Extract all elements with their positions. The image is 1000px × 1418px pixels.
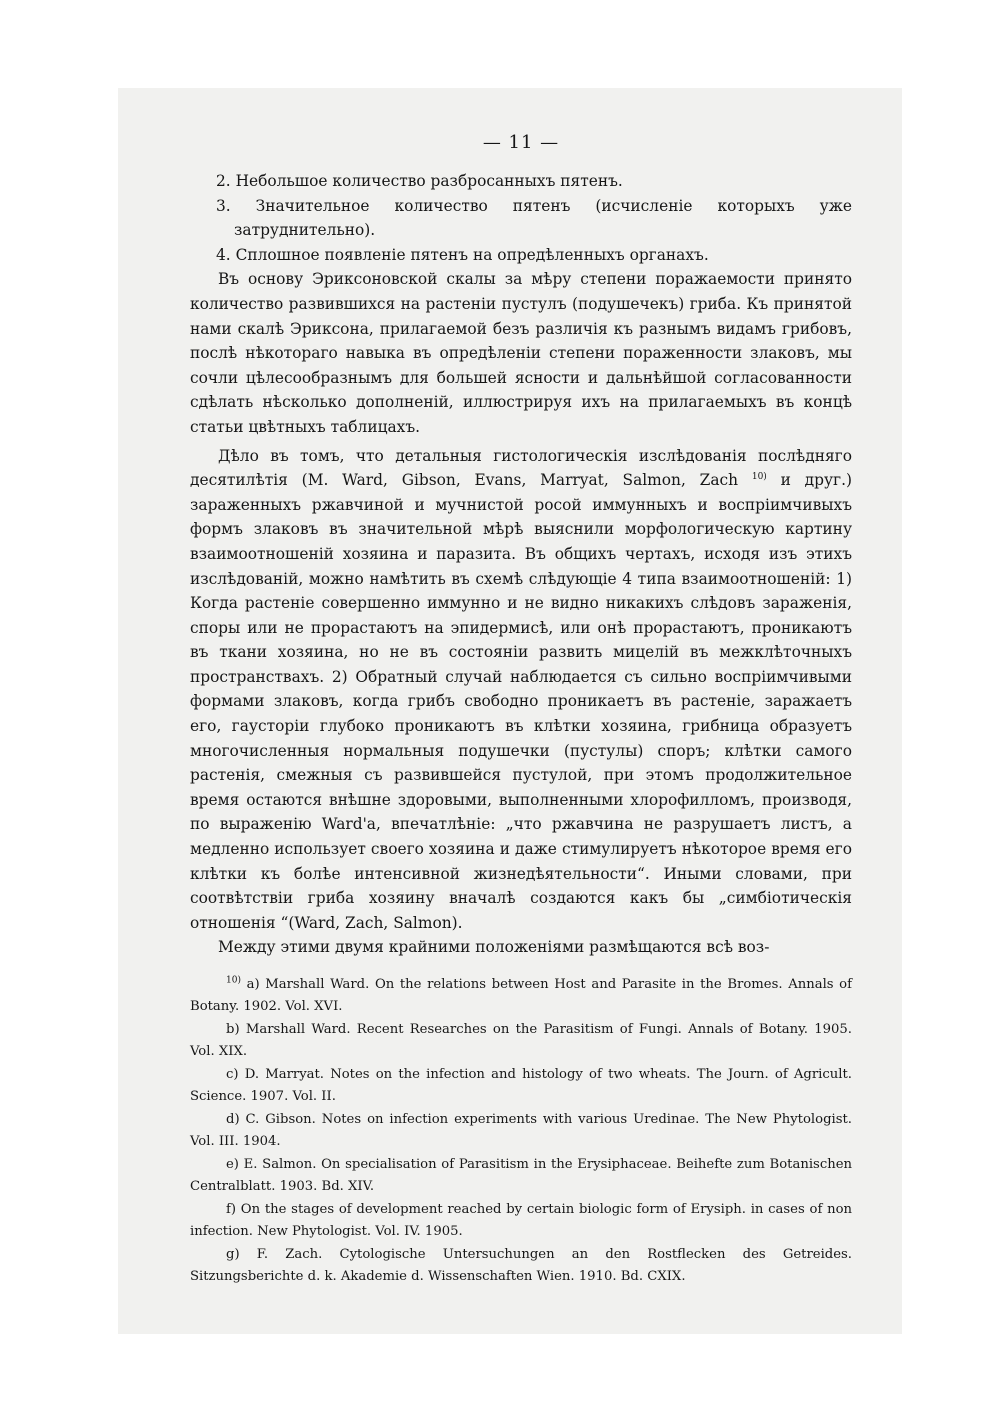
footnote-c: c) D. Marryat. Notes on the infection and histology of two wheats. The Journ. of Agricult. Science. 1907. Vol. II. (190, 1067, 852, 1104)
footnote-b: b) Marshall Ward. Recent Researches on the Parasitism of Fungi. Annals of Botany. 1905. Vol. XIX. (190, 1022, 852, 1059)
footnote-reference: 10) (751, 472, 767, 482)
footnote-g: g) F. Zach. Cytologische Untersuchungen an den Rostflecken des Getreides. Sitzungsberichte d. k. Akademie d. Wissenschaften Wien. 1910. Bd. CXIX. (190, 1247, 852, 1284)
footnote-f: f) On the stages of development reached by certain biologic form of Erysiph. in cases of non infection. New Phytologist. Vol. IV. 1905. (190, 1202, 852, 1239)
paragraph-histology (190, 444, 852, 936)
paragraph-erikson-scale: Въ основу Эриксоновской скалы за мѣру степени поражаемости принято количество развившихся на растеніи пустулъ (подушечекъ) гриба. Къ принятой нами скалѣ Эриксона, прилагаемой безъ различія къ разнымъ видамъ грибовъ, послѣ нѣкотораго навыка въ опредѣленіи степени пораженности злаковъ, мы сочли цѣлесообразнымъ для большей ясности и дальнѣйшой согласованности сдѣлать нѣсколько дополненій, иллюстрируя ихъ на прилагаемыхъ въ концѣ статьи цвѣтныхъ таблицахъ. (190, 270, 852, 436)
footnote-a-text: a) Marshall Ward. On the relations between Host and Parasite in the Bromes. Annals of Botany. 1902. Vol. XVI. (190, 977, 852, 1014)
footnotes (190, 974, 852, 1287)
list-item-4: 4. Сплошное появленіе пятенъ на опредѣленныхъ органахъ. (216, 245, 709, 264)
footnote-d: d) C. Gibson. Notes on infection experiments with various Uredinae. The New Phytologist. Vol. III. 1904. (190, 1112, 852, 1149)
footnote-e: e) E. Salmon. On specialisation of Parasitism in the Erysiphaceae. Beihefte zum Botanischen Centralblatt. 1903. Bd. XIV. (190, 1157, 852, 1194)
paragraph-histology-text-end: и друг.) зараженныхъ ржавчиной и мучнистой росой иммунныхъ и воспріимчивыхъ формъ злаковъ въ значительной мѣрѣ выяснили морфологическую картину взаимоотношеній хозяина и паразита. Въ общихъ чертахъ, исходя изъ этихъ изслѣдованій, можно намѣтить въ схемѣ слѣдующіе 4 типа взаимоотношеній: 1) Когда растеніе совершенно иммунно и не видно никакихъ слѣдовъ зараженія, споры или не прорастаютъ на эпидермисѣ, или онѣ прорастаютъ, проникаютъ въ ткани хозяина, но не въ состояніи развить мицелій въ межклѣточныхъ пространствахъ. 2) Обратный случай наблюдается съ сильно воспріимчивыми формами злаковъ, когда грибъ свободно проникаетъ въ растеніе, заражаетъ его, гаусторіи глубоко проникаютъ въ клѣтки хозяина, грибница образуетъ многочисленныя нормальныя подушечки (пустулы) споръ; клѣтки самого растенія, смежныя съ развившейся пустулой, при этомъ продолжительное время остаются внѣшне здоровыми, выполненными хлорофилломъ, производя, по выраженію Ward'а, впечатлѣніе: „что ржавчина не разрушаетъ листъ, а медленно использует своего хозяина и даже стимулируетъ нѣкоторое время его клѣтки къ болѣе интенсивной жизнедѣятельности“. Иными словами, при соотвѣтствіи гриба хозяину вначалѣ создаются какъ бы „симбіотическія отношенія “(Ward, Zach, Salmon). (190, 471, 853, 932)
scanned-page (118, 88, 902, 1334)
paragraph-histology-text-start: Дѣло въ томъ, что детальныя гистологическія изслѣдованія послѣдняго десятилѣтія (M. Ward, Gibson, Evans, Marryat, Salmon, Zach (190, 446, 852, 490)
footnote-number: 10) (226, 975, 241, 986)
main-text (190, 169, 852, 960)
footnote-a (190, 974, 852, 1017)
list-item-2: 2. Небольшое количество разбросанныхъ пятенъ. (216, 172, 623, 190)
page-number: — 11 — (482, 132, 560, 153)
paragraph-continuation: Между этими двумя крайними положеніями размѣщаются всѣ воз- (218, 938, 770, 957)
list-item-3: 3. Значительное количество пятенъ (исчисленіе которыхъ уже затруднительно). (216, 196, 852, 240)
